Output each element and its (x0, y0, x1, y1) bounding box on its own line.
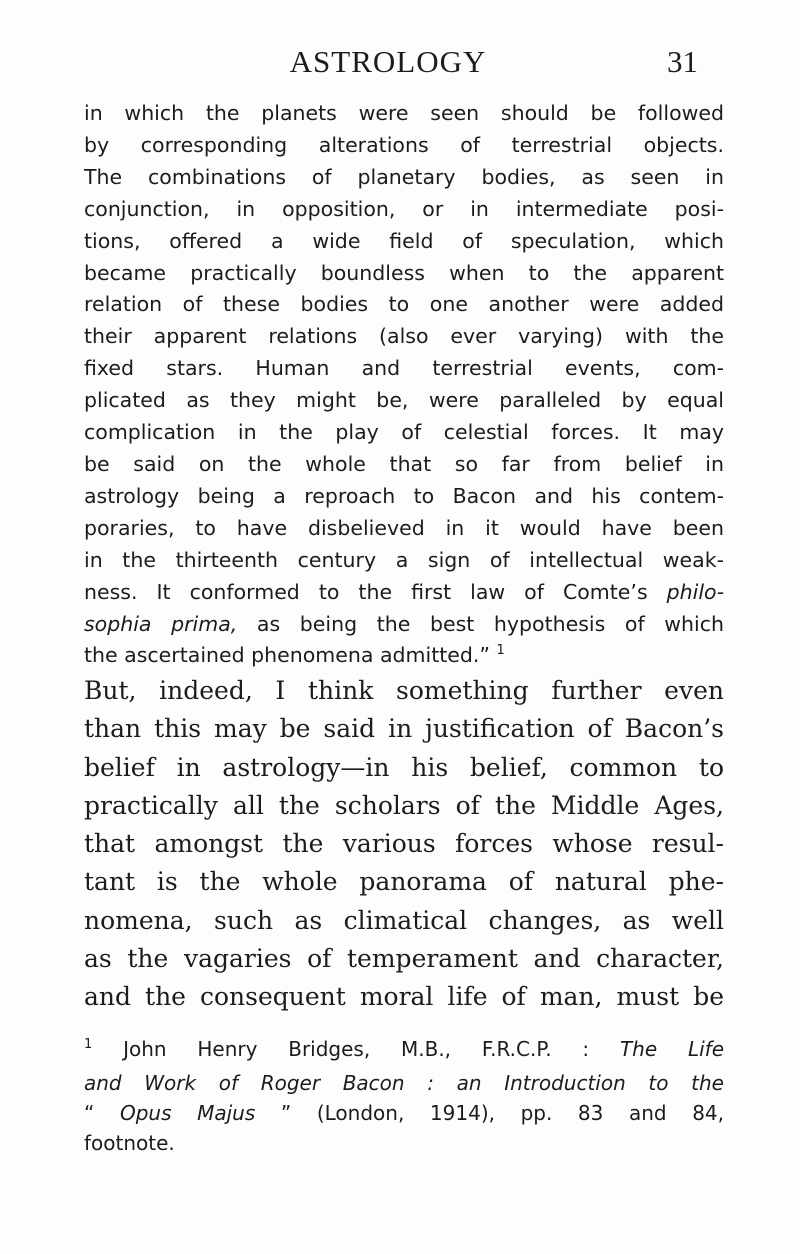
italic-title: and Work of Roger Bacon : an Introduction to the (84, 1071, 724, 1095)
text-line (84, 640, 724, 675)
text-line: tant is the whole panorama of natural phe- (84, 867, 724, 897)
text-line: in which the planets were seen should be followed (84, 101, 724, 125)
text-line: in the thirteenth century a sign of intellectual weak- (84, 547, 724, 572)
text-line: than this may be said in justification of Bacon’s (84, 714, 724, 744)
text-line: practically all the scholars of the Middle Ages, (84, 790, 724, 820)
text-line: But, indeed, I think something further even (84, 676, 724, 705)
text-line (84, 609, 724, 641)
text-segment: “ (84, 1101, 120, 1125)
italic-title: The Life (619, 1037, 725, 1061)
text-line: became practically boundless when to the apparent (84, 260, 724, 285)
text-line: plicated as they might be, were paralleled by equal (84, 388, 724, 413)
text-line: nomena, such as climatical changes, as well (84, 905, 724, 935)
text-segment: ” (London, 1914), pp. 83 and 84, (255, 1101, 725, 1125)
main-paragraph (84, 672, 724, 1017)
text-line: their apparent relations (also ever varying) with the (84, 324, 724, 349)
footnote-line: footnote. (84, 1131, 175, 1155)
text-line (84, 577, 724, 609)
text-line: by corresponding alterations of terrestrial objects. (84, 132, 724, 157)
italic-term: philo- (666, 579, 724, 604)
text-segment: as being the best hypothesis of which (237, 611, 725, 636)
footnote-reference: 1 (496, 643, 505, 659)
text-line: fixed stars. Human and terrestrial events, com- (84, 356, 724, 381)
quoted-paragraph (84, 98, 724, 675)
footnote (84, 1034, 724, 1158)
italic-term: sophia prima, (84, 611, 238, 636)
text-line: and the consequent moral life of man, must be (84, 982, 724, 1012)
running-head (0, 44, 800, 88)
text-line: tions, offered a wide field of speculation, which (84, 228, 724, 253)
text-line: as the vagaries of temperament and character, (84, 944, 724, 974)
running-title: ASTROLOGY (289, 44, 487, 79)
text-segment: John Henry Bridges, M.B., F.R.C.P. : (92, 1037, 620, 1061)
footnote-line (84, 1098, 724, 1128)
footnote-line (84, 1068, 724, 1098)
text-line: belief in astrology—in his belief, common to (84, 752, 724, 782)
text-segment: ness. It conformed to the first law of Comte’s (84, 579, 648, 604)
footnote-line (84, 1034, 724, 1068)
text-line: conjunction, in opposition, or in intermediate posi- (84, 196, 724, 221)
italic-title: Opus Majus (119, 1101, 256, 1125)
text-line: be said on the whole that so far from belief in (84, 451, 724, 476)
footnote-marker: 1 (84, 1037, 93, 1052)
text-line: relation of these bodies to one another were added (84, 292, 724, 317)
text-line: complication in the play of celestial forces. It may (84, 420, 724, 445)
text-segment: the ascertained phenomena admitted.” (84, 643, 497, 668)
text-line: The combinations of planetary bodies, as seen in (84, 164, 724, 189)
text-line: poraries, to have disbelieved in it would have been (84, 515, 724, 540)
page-number: 31 (667, 44, 698, 79)
text-line: astrology being a reproach to Bacon and his contem- (84, 483, 724, 508)
text-line: that amongst the various forces whose resul- (84, 829, 724, 859)
